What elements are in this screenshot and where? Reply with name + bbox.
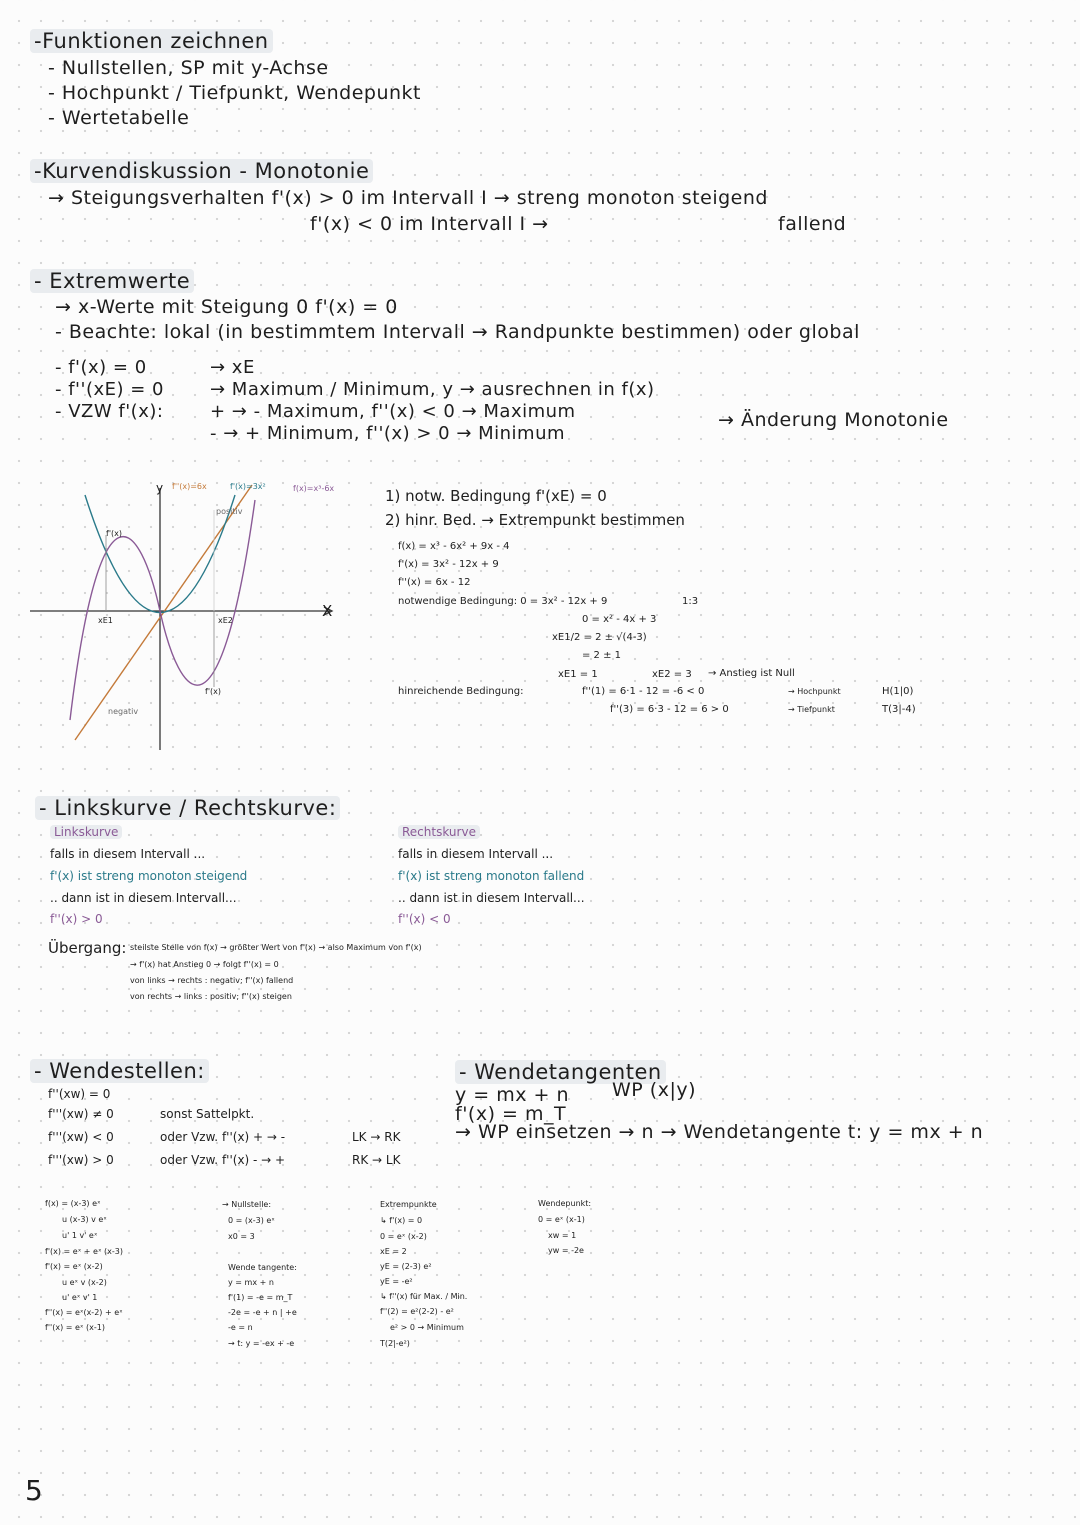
example-condition-1: 1) notw. Bedingung f'(xE) = 0 [385,487,607,505]
rechtskurve-line: .. dann ist in diesem Intervall... [398,891,585,905]
bottom-line: xE = 2 [380,1247,407,1256]
example-line: 0 = x² - 4x + 3 [582,614,657,625]
bottom-line: f''(x) = eˣ (x-1) [45,1323,105,1332]
graph-xe2-label: xE2 [218,616,233,625]
extrem-line-3b: → xE [210,357,255,378]
example-line: f''(3) = 6·3 - 12 = 6 > 0 [610,704,729,715]
graph-positiv: positiv [216,507,243,516]
bottom-line: → Nullstelle: [222,1200,272,1209]
bottom-line: ↳ f'(x) = 0 [380,1216,423,1225]
tangente-line: y = mx + n [455,1084,570,1106]
bottom-line: → t: y = -ex + -e [228,1339,295,1348]
rechtskurve-line: f''(x) < 0 [398,912,451,926]
example-line: xE1 = 1 [558,669,598,680]
page-number: 5 [25,1474,43,1507]
bottom-line: f'(x) = eˣ + eˣ (x-3) [45,1247,124,1256]
bottom-line: xw = 1 [548,1231,577,1240]
example-condition-2: 2) hinr. Bed. → Extrempunkt bestimmen [385,511,685,529]
bottom-line: 0 = eˣ (x-1) [538,1215,585,1224]
example-line: T(3|-4) [882,704,916,715]
function-sketch [30,480,360,760]
bottom-line: yE = -e² [380,1277,413,1286]
tangente-line: f'(x) = m_T [455,1103,567,1125]
monotonie-line-2: f'(x) < 0 im Intervall I → [310,213,549,235]
bottom-line: -2e = -e + n | +e [228,1308,297,1317]
wende-line: LK → RK [352,1130,401,1144]
example-line: notwendige Bedingung: 0 = 3x² - 12x + 9 [398,596,608,607]
linkskurve-line: f''(x) > 0 [50,912,103,926]
graph-label-f0: f(x)=x³-6x [293,484,335,493]
list-item: - Hochpunkt / Tiefpunkt, Wendepunkt [48,82,421,104]
uebergang-line: von rechts → links : positiv; f''(x) steigen [130,992,292,1001]
rechtskurve-line: falls in diesem Intervall ... [398,847,554,861]
example-line: xE2 = 3 [652,669,692,680]
linkskurve-line: f'(x) ist streng monoton steigend [50,869,248,883]
graph-y-label: y [156,481,164,495]
bottom-line: e² > 0 → Minimum [390,1323,464,1332]
graph-fx-label: f'(x) [205,687,221,696]
wende-line: RK → LK [352,1153,401,1167]
example-line: → Tiefpunkt [788,705,835,714]
section-title-wendetangenten: - Wendetangenten [455,1061,666,1084]
example-line: hinreichende Bedingung: [398,686,524,697]
extrem-line-5a: - VZW f'(x): [55,401,164,422]
section-title-functions: -Funktionen zeichnen [30,30,273,53]
bottom-line: u (x-3) v eˣ [62,1215,107,1224]
wende-line: oder Vzw. f''(x) - → + [160,1153,286,1167]
section-title-kurve: - Linkskurve / Rechtskurve: [35,797,340,820]
example-line: H(1|0) [882,686,914,697]
bottom-line: yE = (2-3) e² [380,1262,432,1271]
linkskurve-line: .. dann ist in diesem Intervall... [50,891,237,905]
list-item: - Wertetabelle [48,107,190,129]
monotonie-line-1: → Steigungsverhalten f'(x) > 0 im Intervall I → streng monoton steigend [48,187,768,209]
example-line: → Anstieg ist Null [708,668,795,679]
wende-line: oder Vzw. f''(x) + → - [160,1130,286,1144]
linkskurve-line: falls in diesem Intervall ... [50,847,206,861]
bottom-line: yw = -2e [548,1246,584,1255]
example-line: xE1/2 = 2 ± √(4-3) [552,632,647,643]
bottom-line: Extrempunkte [380,1200,437,1209]
bottom-line: f(x) = (x-3) eˣ [45,1199,101,1208]
bottom-line: 0 = eˣ (x-2) [380,1232,427,1241]
bottom-line: f''(x) = eˣ(x-2) + eˣ [45,1308,123,1317]
rechtskurve-line: f'(x) ist streng monoton fallend [398,869,585,883]
extrem-line-4b: → Maximum / Minimum, y → ausrechnen in f(x) [210,379,655,400]
extrem-line-3a: - f'(x) = 0 [55,357,147,378]
section-title-extremwerte: - Extremwerte [30,270,194,293]
rechtskurve-title: Rechtskurve [398,826,480,839]
bottom-line: Wende tangente: [228,1263,297,1272]
linkskurve-title: Linkskurve [50,826,122,839]
example-line: f''(1) = 6·1 - 12 = -6 < 0 [582,686,705,697]
wende-line: sonst Sattelpkt. [160,1107,255,1121]
example-line: 1:3 [682,596,699,607]
example-line: f'(x) = 3x² - 12x + 9 [398,559,499,570]
bottom-line: T(2|-e²) [380,1339,410,1348]
graph-fx-label: f'(x) [106,529,122,538]
extrem-line-4a: - f''(xE) = 0 [55,379,164,400]
bottom-line: f'(1) = -e = m_T [228,1293,293,1302]
wende-line: f'''(xw) < 0 [48,1130,114,1144]
bottom-line: u' 1 v' eˣ [62,1231,98,1240]
section-title-wendestellen: - Wendestellen: [30,1060,209,1083]
graph-label-f2: f''(x)=6x [172,482,207,491]
wende-line: f''(xw) = 0 [48,1087,111,1101]
list-item: - Nullstellen, SP mit y-Achse [48,57,329,79]
monotonie-fallend: fallend [778,213,847,235]
bottom-line: Wendepunkt: [538,1199,592,1208]
bottom-line: 0 = (x-3) eˣ [228,1216,275,1225]
example-line: f(x) = x³ - 6x² + 9x - 4 [398,541,510,552]
extrem-aenderung: → Änderung Monotonie [718,409,949,431]
bottom-line: f''(2) = e²(2-2) - e² [380,1307,454,1316]
bottom-line: u' eˣ v' 1 [62,1293,98,1302]
extrem-line-5b: + → - Maximum, f''(x) < 0 → Maximum [210,401,576,422]
uebergang-line: steilste Stelle von f(x) → größter Wert von f'(x) → also Maximum von f'(x) [130,943,422,952]
bottom-line: x0 = 3 [228,1232,255,1241]
bottom-line: -e = n [228,1323,253,1332]
example-line: = 2 ± 1 [582,650,622,661]
section-title-monotonie: -Kurvendiskussion - Monotonie [30,160,373,183]
graph-label-f1: f'(x)=3x² [230,482,266,491]
example-line: → Hochpunkt [788,687,841,696]
example-line: f''(x) = 6x - 12 [398,577,471,588]
wende-line: f'''(xw) ≠ 0 [48,1107,114,1121]
tangente-line: → WP einsetzen → n → Wendetangente t: y = mx + n [455,1121,984,1143]
bottom-line: u eˣ v (x-2) [62,1278,107,1287]
extrem-line-1: → x-Werte mit Steigung 0 f'(x) = 0 [55,296,398,318]
graph-negativ: negativ [108,707,139,716]
extrem-line-6b: - → + Minimum, f''(x) > 0 → Minimum [210,423,566,444]
uebergang-line: von links → rechts : negativ; f''(x) fallend [130,976,294,985]
uebergang-line: → f'(x) hat Anstieg 0 → folgt f''(x) = 0 [130,960,279,969]
bottom-line: ↳ f''(x) für Max. / Min. [380,1292,468,1301]
wende-line: f'''(xw) > 0 [48,1153,114,1167]
bottom-line: y = mx + n [228,1278,274,1287]
bottom-line: f'(x) = eˣ (x-2) [45,1262,103,1271]
uebergang-label: Übergang: [48,939,127,957]
graph-x-label: X [322,602,333,620]
graph-xe1-label: xE1 [98,616,113,625]
extrem-line-2: - Beachte: lokal (in bestimmtem Intervall → Randpunkte bestimmen) oder global [55,321,860,343]
tangente-line: WP (x|y) [612,1079,696,1101]
